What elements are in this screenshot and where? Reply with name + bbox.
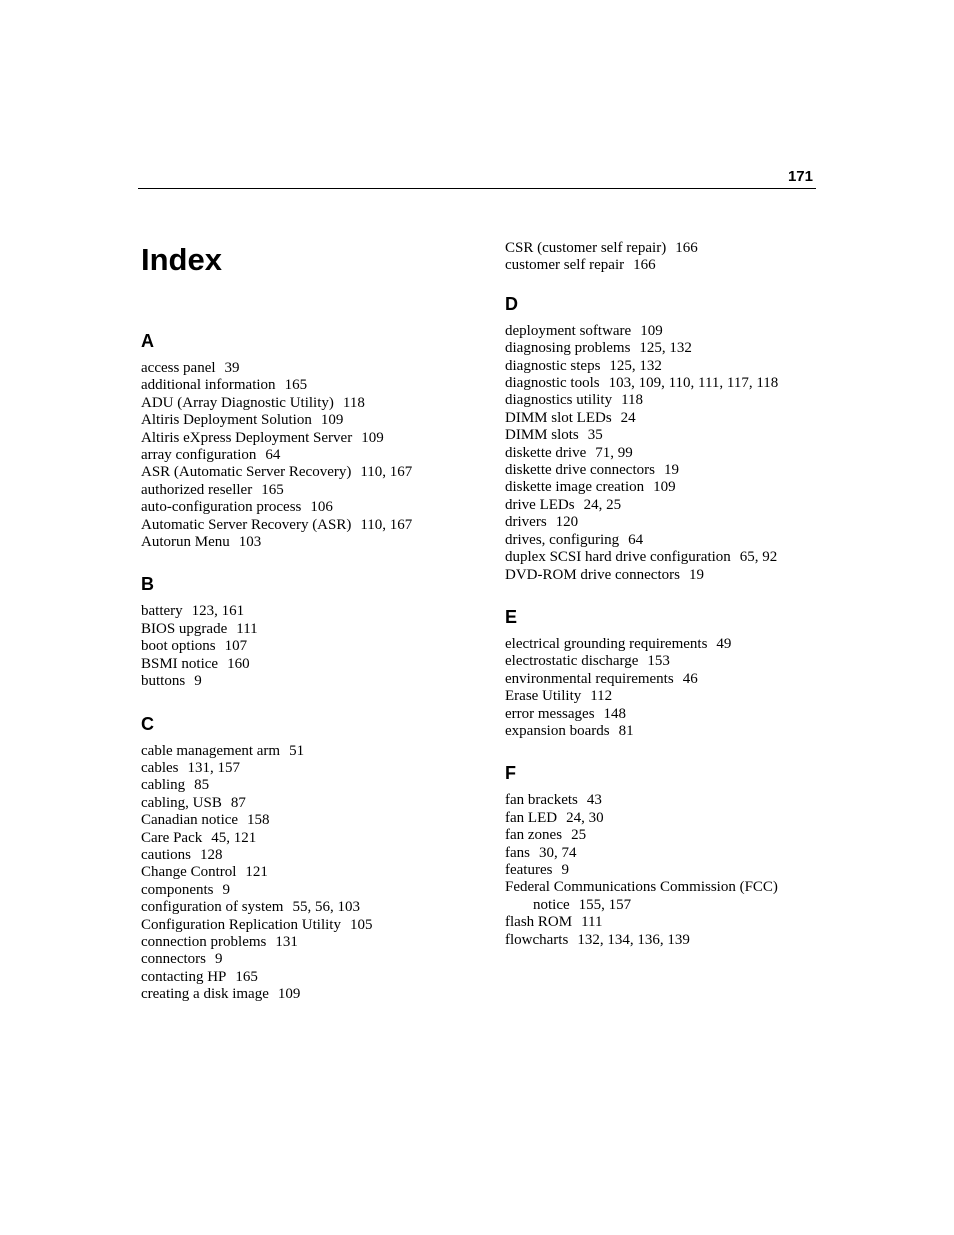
index-page-refs: 109 <box>640 322 663 339</box>
index-column-left <box>141 240 481 1026</box>
index-term: Erase Utility <box>505 688 582 705</box>
index-term: DVD-ROM drive connectors <box>505 566 680 583</box>
index-subterm: notice <box>533 896 570 913</box>
index-page-refs: 19 <box>688 566 704 583</box>
index-page-refs: 9 <box>194 673 202 690</box>
index-page-refs: 19 <box>663 462 679 479</box>
index-entry <box>505 410 845 427</box>
index-term: access panel <box>141 360 216 376</box>
index-term: BSMI notice <box>141 655 219 672</box>
index-page-refs: 45, 121 <box>211 829 257 846</box>
index-page-refs: 109 <box>277 986 301 1003</box>
index-page-refs: 24, 30 <box>566 809 604 826</box>
index-entry <box>505 567 845 584</box>
index-term: diskette drive <box>505 444 587 461</box>
index-term: cable management arm <box>141 742 281 759</box>
index-term: components <box>141 881 214 898</box>
index-page-refs: 111 <box>581 914 603 931</box>
index-term: diagnostic steps <box>505 357 601 374</box>
index-page-refs: 118 <box>342 394 365 411</box>
index-term: diagnosing problems <box>505 340 631 357</box>
index-page-refs: 112 <box>590 688 613 705</box>
index-page-refs: 165 <box>284 377 308 394</box>
index-term: BIOS upgrade <box>141 620 228 637</box>
index-entry <box>141 430 481 447</box>
index-entry <box>141 395 481 412</box>
index-page-refs: 158 <box>247 812 270 829</box>
index-page-refs: 9 <box>214 951 223 968</box>
index-term: fan brackets <box>505 792 578 809</box>
index-term: cables <box>141 759 179 776</box>
index-page-refs: 120 <box>555 514 579 531</box>
index-term: auto-configuration process <box>141 499 302 516</box>
index-entry <box>141 847 481 864</box>
index-page-refs: 81 <box>618 722 634 739</box>
index-term: environmental requirements <box>505 670 674 687</box>
index-entry <box>141 517 481 534</box>
index-page-refs: 107 <box>224 638 248 655</box>
index-page-refs: 131, 157 <box>187 759 240 776</box>
index-entry <box>505 532 845 549</box>
index-term: additional information <box>141 377 276 394</box>
index-entry <box>141 673 481 690</box>
index-term: Federal Communications Commission (FCC) <box>505 879 778 896</box>
index-entry <box>141 482 481 499</box>
index-section <box>505 606 845 740</box>
index-page-refs: 110, 167 <box>360 464 413 481</box>
index-term: cabling <box>141 777 186 794</box>
index-page-refs: 87 <box>230 794 246 811</box>
index-term: Altiris Deployment Solution <box>141 412 312 429</box>
index-page-refs: 110, 167 <box>360 516 413 533</box>
index-page-refs: 85 <box>194 777 210 794</box>
index-page-refs: 131 <box>275 933 298 950</box>
index-page-refs: 103 <box>238 534 262 551</box>
index-page-refs: 43 <box>586 792 602 809</box>
index-entry <box>505 479 845 496</box>
index-entry <box>505 845 845 862</box>
index-entry <box>141 917 481 934</box>
index-entry <box>141 812 481 829</box>
index-term: DIMM slot LEDs <box>505 409 612 426</box>
index-page-refs: 125, 132 <box>639 340 692 357</box>
index-entry <box>141 656 481 673</box>
index-page-refs: 64 <box>265 447 281 464</box>
index-page-refs: 64 <box>628 531 644 548</box>
index-page-refs: 118 <box>621 392 644 409</box>
index-page-refs: 103, 109, 110, 111, 117, 118 <box>608 375 779 392</box>
index-term: diskette image creation <box>505 479 645 496</box>
index-entry <box>505 636 845 653</box>
index-page-refs: 125, 132 <box>609 357 662 374</box>
index-term: fan zones <box>505 827 563 844</box>
index-term: buttons <box>141 673 186 690</box>
index-column-right <box>505 240 845 971</box>
index-entry <box>141 499 481 516</box>
index-page-refs: 155, 157 <box>578 896 632 913</box>
index-page-refs: 35 <box>587 427 603 444</box>
index-term: array configuration <box>141 447 257 464</box>
index-term: deployment software <box>505 322 632 339</box>
index-term: Configuration Replication Utility <box>141 916 341 933</box>
index-entry <box>141 882 481 899</box>
index-page-refs: 55, 56, 103 <box>292 899 360 916</box>
index-page-refs: 65, 92 <box>739 549 778 566</box>
index-term: electrostatic discharge <box>505 653 639 670</box>
index-page-refs: 9 <box>222 881 230 898</box>
index-term: Automatic Server Recovery (ASR) <box>141 516 352 533</box>
index-section <box>505 762 845 949</box>
index-page-refs: 128 <box>200 846 223 863</box>
index-page-refs: 109 <box>320 412 344 429</box>
index-page-refs: 49 <box>716 635 732 652</box>
index-entry <box>141 760 481 777</box>
right-sections <box>505 293 845 949</box>
index-entry <box>141 534 481 551</box>
index-page-refs: 166 <box>675 240 698 256</box>
index-term: battery <box>141 603 183 620</box>
index-section <box>141 573 481 690</box>
index-term-continuation <box>505 897 845 914</box>
section-letter: C <box>141 713 154 734</box>
index-entry <box>505 323 845 340</box>
left-sections <box>141 330 481 1004</box>
index-entry <box>505 653 845 670</box>
index-entry <box>141 830 481 847</box>
index-page-refs: 160 <box>227 655 250 672</box>
index-term: Change Control <box>141 864 237 881</box>
index-term: cabling, USB <box>141 794 222 811</box>
index-page-refs: 71, 99 <box>595 444 633 461</box>
section-letter: D <box>505 293 518 314</box>
index-page-refs: 39 <box>224 360 240 376</box>
index-entry <box>505 792 845 809</box>
page-number: 171 <box>787 168 813 185</box>
index-entry <box>141 795 481 812</box>
index-term: diagnostic tools <box>505 375 600 392</box>
index-entry <box>505 723 845 740</box>
index-term: flash ROM <box>505 914 573 931</box>
index-entry <box>505 462 845 479</box>
index-page-refs: 148 <box>603 705 627 722</box>
index-entry <box>141 969 481 986</box>
index-entry <box>505 706 845 723</box>
index-page-refs: 9 <box>561 861 569 878</box>
index-entry <box>141 621 481 638</box>
index-entry <box>505 497 845 514</box>
index-entry <box>505 932 845 949</box>
index-entry <box>141 412 481 429</box>
index-entry <box>141 934 481 951</box>
section-letter: A <box>141 331 154 351</box>
index-entry <box>505 688 845 705</box>
index-entry <box>505 862 845 879</box>
index-term: fans <box>505 844 530 861</box>
index-page-refs: 30, 74 <box>539 844 577 861</box>
index-entry <box>505 914 845 931</box>
index-term: error messages <box>505 705 595 722</box>
index-entry <box>141 603 481 620</box>
index-entry <box>141 951 481 968</box>
page-title: Index <box>141 242 222 277</box>
index-entry <box>141 743 481 760</box>
index-term: ASR (Automatic Server Recovery) <box>141 464 352 481</box>
index-entry <box>141 464 481 481</box>
index-term: diskette drive connectors <box>505 462 655 479</box>
index-page-refs: 121 <box>245 864 268 881</box>
index-term: customer self repair <box>505 257 625 274</box>
index-page-refs: 132, 134, 136, 139 <box>577 931 690 948</box>
index-entry <box>505 257 845 274</box>
index-term: electrical grounding requirements <box>505 635 708 652</box>
index-entry <box>141 986 481 1003</box>
index-term: flowcharts <box>505 931 569 948</box>
index-entry <box>141 360 481 377</box>
index-term: authorized reseller <box>141 481 253 498</box>
index-entry <box>505 671 845 688</box>
index-entry <box>505 445 845 462</box>
index-term: contacting HP <box>141 968 227 985</box>
section-letter: E <box>505 606 518 627</box>
header-rule <box>138 188 816 189</box>
index-page-refs: 166 <box>633 257 656 274</box>
index-page-refs: 123, 161 <box>191 603 245 620</box>
index-entry <box>505 340 845 357</box>
section-letter: F <box>505 763 516 784</box>
index-term: connection problems <box>141 933 267 950</box>
index-page-refs: 46 <box>682 670 698 687</box>
index-page-refs: 24, 25 <box>583 496 622 513</box>
index-entry <box>505 240 845 257</box>
index-entry <box>505 549 845 566</box>
index-page-refs: 111 <box>236 620 258 637</box>
index-page-refs: 109 <box>653 479 676 496</box>
index-page-refs: 105 <box>349 916 373 933</box>
index-entry <box>505 879 845 914</box>
index-page-refs: 109 <box>361 429 384 446</box>
index-term: Canadian notice <box>141 812 239 829</box>
index-entry <box>141 864 481 881</box>
index-section <box>141 330 481 551</box>
index-entry <box>505 427 845 444</box>
index-term: ADU (Array Diagnostic Utility) <box>141 394 334 411</box>
index-entry <box>141 899 481 916</box>
index-term: connectors <box>141 951 206 968</box>
index-section <box>141 713 481 1004</box>
index-term: creating a disk image <box>141 986 269 1003</box>
index-term: Care Pack <box>141 829 203 846</box>
index-term: configuration of system <box>141 899 284 916</box>
continued-c-entries <box>505 240 845 275</box>
index-term: features <box>505 861 553 878</box>
index-page-refs: 25 <box>571 827 587 844</box>
index-term: CSR (customer self repair) <box>505 240 667 256</box>
section-letter: B <box>141 574 154 595</box>
index-page-refs: 24 <box>620 409 636 426</box>
index-entry <box>141 638 481 655</box>
index-page-refs: 106 <box>310 499 333 516</box>
index-entry <box>141 777 481 794</box>
index-page-refs: 165 <box>235 968 258 985</box>
index-term: boot options <box>141 638 216 655</box>
index-entry <box>505 375 845 392</box>
index-term: duplex SCSI hard drive configuration <box>505 549 731 566</box>
index-term: drives, configuring <box>505 531 620 548</box>
index-term: cautions <box>141 846 191 863</box>
index-entry <box>141 447 481 464</box>
index-term: diagnostics utility <box>505 392 613 409</box>
index-entry <box>141 377 481 394</box>
index-page-refs: 51 <box>289 742 305 759</box>
index-term: drive LEDs <box>505 496 575 513</box>
index-entry <box>505 810 845 827</box>
index-term: Altiris eXpress Deployment Server <box>141 429 353 446</box>
index-section <box>505 293 845 584</box>
index-term: DIMM slots <box>505 427 579 444</box>
index-entry <box>505 827 845 844</box>
index-term: fan LED <box>505 809 558 826</box>
index-entry <box>505 358 845 375</box>
index-page-refs: 165 <box>261 481 284 498</box>
index-term: expansion boards <box>505 722 610 739</box>
index-term: Autorun Menu <box>141 534 230 551</box>
index-entry <box>505 514 845 531</box>
index-page-refs: 153 <box>647 653 670 670</box>
index-term: drivers <box>505 514 547 531</box>
index-entry <box>505 392 845 409</box>
